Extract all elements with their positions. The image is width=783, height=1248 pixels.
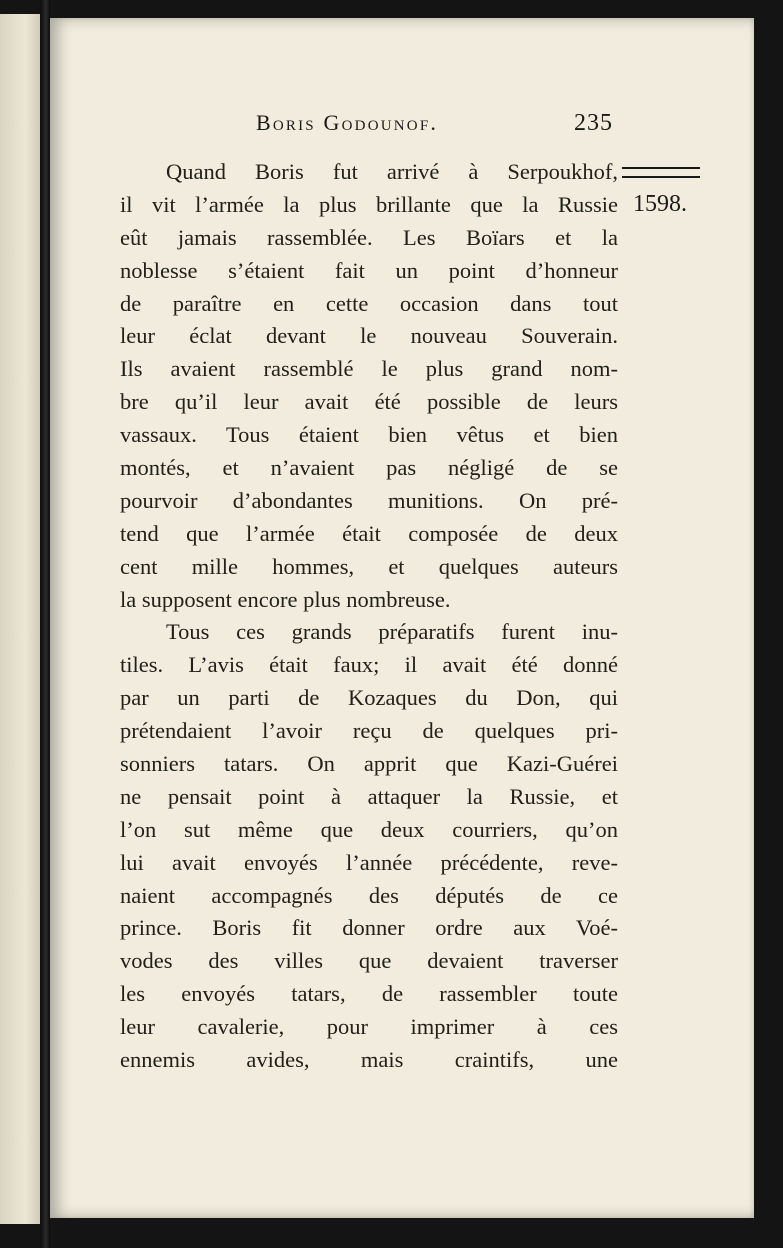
text-line: montés, et n’avaient pas négligé de se [120,455,618,481]
text-line: par un parti de Kozaques du Don, qui [120,685,618,711]
text-line: les envoyés tatars, de rassembler toute [120,981,618,1007]
book-page [50,18,754,1218]
text-line: tend que l’armée était composée de deux [120,520,618,546]
text-line: lui avait envoyés l’année précédente, reve- [120,849,618,875]
text-line: de paraître en cette occasion dans tout [120,290,618,316]
text-line: prétendaient l’avoir reçu de quelques pri- [120,718,618,744]
text-line: bre qu’il leur avait été possible de leurs [120,389,618,415]
text-line: Tous ces grands préparatifs furent inu- [166,619,618,645]
text-line: la supposent encore plus nombreuse. [120,586,451,612]
body-text [120,156,618,1077]
text-line: tiles. L’avis était faux; il avait été donné [120,652,618,678]
text-line: eût jamais rassemblée. Les Boïars et la [120,224,618,250]
text-line: sonniers tatars. On apprit que Kazi-Guérei [120,751,618,777]
text-line: l’on sut même que deux courriers, qu’on [120,816,618,842]
text-line: vassaux. Tous étaient bien vêtus et bien [120,422,618,448]
text-line: leur éclat devant le nouveau Souverain. [120,323,618,349]
facing-page-edge [0,14,42,1224]
text-line: leur cavalerie, pour imprimer à ces [120,1014,618,1040]
text-line: il vit l’armée la plus brillante que la Russie [120,191,618,217]
text-line: ne pensait point à attaquer la Russie, et [120,783,618,809]
running-head [50,110,754,140]
text-line: naient accompagnés des députés de ce [120,882,618,908]
running-title: Boris Godounof. [256,110,439,135]
margin-rule [622,167,700,178]
text-line: vodes des villes que devaient traverser [120,948,618,974]
paragraph-2 [120,616,618,1076]
text-line: prince. Boris fit donner ordre aux Voé- [120,915,618,941]
text-line: cent mille hommes, et quelques auteurs [120,553,618,579]
text-line: Quand Boris fut arrivé à Serpoukhof, [166,159,618,184]
paragraph-1 [120,156,618,616]
page-number: 235 [574,110,613,136]
background-right [754,18,783,1218]
book-gutter [40,0,50,1248]
text-line: Ils avaient rassemblé le plus grand nom- [120,356,618,382]
text-line: pourvoir d’abondantes munitions. On pré- [120,487,618,513]
margin-year: 1598. [633,191,687,217]
text-line: noblesse s’étaient fait un point d’honneur [120,257,618,283]
text-line: ennemis avides, mais craintifs, une [120,1047,618,1073]
